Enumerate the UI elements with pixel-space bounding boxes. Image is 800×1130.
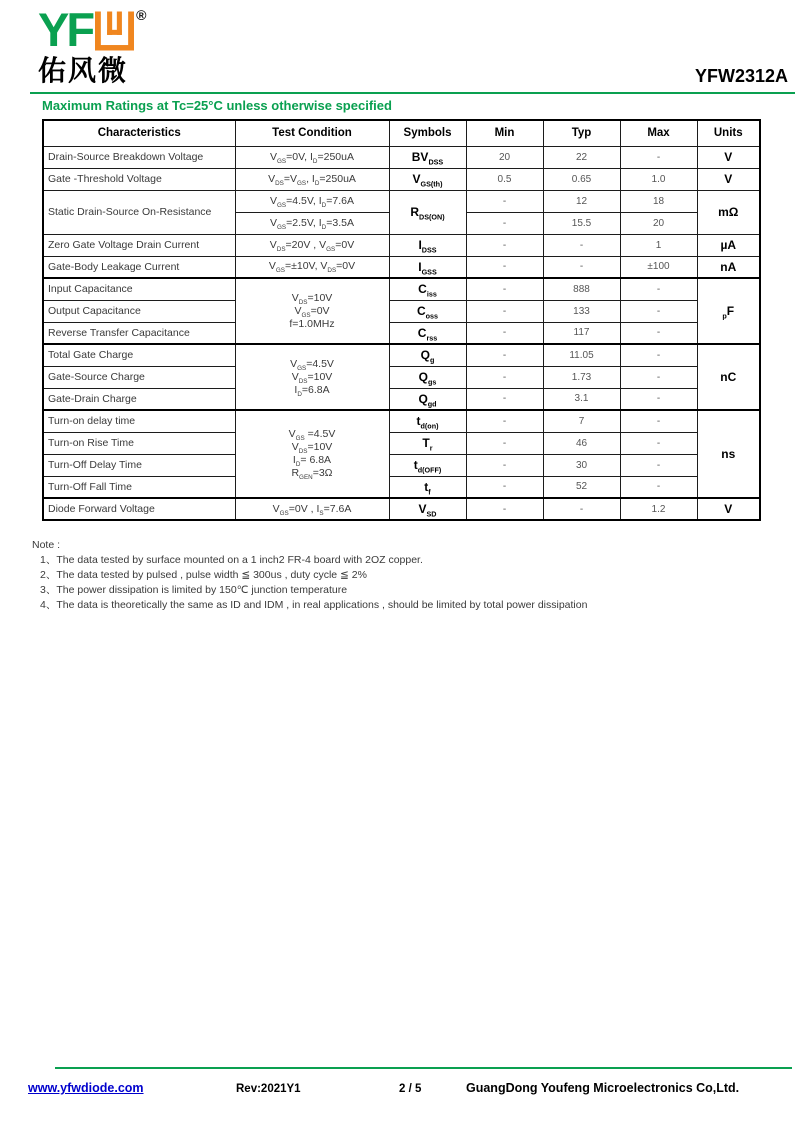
- revision-label: Rev:2021Y1: [236, 1083, 301, 1095]
- cell-condition: $V_{GS}=0V$, $I_D=250uA$: [235, 146, 389, 168]
- cell-typ: 11.05: [543, 344, 620, 366]
- cell-typ: 12: [543, 190, 620, 212]
- cell-characteristic: Output Capacitance: [43, 300, 235, 322]
- table-row: [43, 234, 760, 256]
- table-row: [43, 256, 760, 278]
- cell-condition: $V_{GS}=\pm 10V$, $V_{DS}=0V$: [235, 256, 389, 278]
- col-header-characteristics: Characteristics: [43, 120, 235, 146]
- footer-divider: [55, 1067, 792, 1069]
- cell-max: -: [620, 432, 697, 454]
- cell-symbol: $t_{d(OFF)}$: [389, 454, 466, 476]
- cell-condition: $V_{DS}=20V$ , $V_{GS}=0V$: [235, 234, 389, 256]
- cell-typ: -: [543, 498, 620, 520]
- cell-units: ns: [697, 410, 760, 498]
- cell-min: -: [466, 300, 543, 322]
- cell-characteristic: Gate-Drain Charge: [43, 388, 235, 410]
- cell-symbol: $C_{rss}$: [389, 322, 466, 344]
- table-row: [43, 454, 760, 476]
- cell-symbol: $Q_{gd}$: [389, 388, 466, 410]
- cell-min: -: [466, 498, 543, 520]
- table-row: [43, 432, 760, 454]
- table-row: [43, 190, 760, 212]
- cell-characteristic: Static Drain-Source On-Resistance: [43, 190, 235, 234]
- cell-characteristic: Diode Forward Voltage: [43, 498, 235, 520]
- cell-typ: 52: [543, 476, 620, 498]
- cell-condition: $V_{GS}=0V$ , $I_S=7.6A$: [235, 498, 389, 520]
- cell-units: V: [697, 168, 760, 190]
- cell-units: µA: [697, 234, 760, 256]
- cell-condition: $V_{DS}=10V$ $V_{GS}=0V$ f=1.0MHz: [235, 278, 389, 344]
- cell-symbol: $Q_g$: [389, 344, 466, 366]
- cell-characteristic: Drain-Source Breakdown Voltage: [43, 146, 235, 168]
- cell-min: 20: [466, 146, 543, 168]
- cell-units: mΩ: [697, 190, 760, 234]
- cell-max: -: [620, 410, 697, 432]
- cell-condition: $V_{GS}=4.5V$ $V_{DS}=10V$ $I_D=6.8A$: [235, 344, 389, 410]
- website-link[interactable]: www.yfwdiode.com: [28, 1081, 144, 1095]
- cell-max: 1: [620, 234, 697, 256]
- brand-logo: [38, 3, 147, 87]
- company-name: GuangDong Youfeng Microelectronics Co,Ltd.: [466, 1081, 740, 1095]
- logo-w-bracket-icon: [95, 11, 134, 51]
- header-divider: [30, 92, 795, 94]
- cell-typ: 3.1: [543, 388, 620, 410]
- cell-symbol: $BV_{DSS}$: [389, 146, 466, 168]
- cell-typ: 0.65: [543, 168, 620, 190]
- cell-symbol: $I_{GSS}$: [389, 256, 466, 278]
- cell-max: -: [620, 146, 697, 168]
- col-header-min: Min: [466, 120, 543, 146]
- notes-section: [32, 538, 772, 613]
- table-row: [43, 146, 760, 168]
- col-header-units: Units: [697, 120, 760, 146]
- cell-max: -: [620, 278, 697, 300]
- table-row: [43, 388, 760, 410]
- cell-typ: 30: [543, 454, 620, 476]
- table-row: [43, 322, 760, 344]
- cell-min: -: [466, 432, 543, 454]
- table-header-row: [43, 120, 760, 146]
- cell-typ: 117: [543, 322, 620, 344]
- cell-min: -: [466, 454, 543, 476]
- table-row: [43, 476, 760, 498]
- cell-min: -: [466, 322, 543, 344]
- max-ratings-table: [42, 119, 761, 521]
- cell-symbol: $C_{oss}$: [389, 300, 466, 322]
- cell-symbol: $R_{DS(ON)}$: [389, 190, 466, 234]
- cell-max: -: [620, 476, 697, 498]
- cell-max: ±100: [620, 256, 697, 278]
- cell-max: -: [620, 322, 697, 344]
- table-row: [43, 498, 760, 520]
- logo-chinese-text: 佑风微: [38, 55, 129, 86]
- table-row: [43, 410, 760, 432]
- cell-min: -: [466, 234, 543, 256]
- note-item: 2、The data tested by pulsed , pulse width ≦ 300us , duty cycle ≦ 2%: [40, 569, 367, 581]
- cell-max: 18: [620, 190, 697, 212]
- cell-characteristic: Total Gate Charge: [43, 344, 235, 366]
- cell-units: nC: [697, 344, 760, 410]
- logo-yf-text: YF: [38, 3, 93, 56]
- cell-characteristic: Input Capacitance: [43, 278, 235, 300]
- cell-typ: 888: [543, 278, 620, 300]
- cell-characteristic: Turn-on Rise Time: [43, 432, 235, 454]
- cell-units: V: [697, 498, 760, 520]
- table-row: [43, 300, 760, 322]
- cell-symbol: $V_{GS(th)}$: [389, 168, 466, 190]
- cell-min: -: [466, 278, 543, 300]
- cell-condition: $V_{GS}=4.5V$, $I_D=7.6A$: [235, 190, 389, 212]
- notes-title: Note :: [32, 539, 61, 551]
- note-item: 3、The power dissipation is limited by 150℃ junction temperature: [40, 584, 348, 596]
- cell-max: -: [620, 366, 697, 388]
- cell-condition: $V_{GS} =4.5V$ $V_{DS}=10V$ $I_D= 6.8A$ $R_{GEN}=3\Omega$: [235, 410, 389, 498]
- cell-symbol: $t_f$: [389, 476, 466, 498]
- col-header-max: Max: [620, 120, 697, 146]
- cell-typ: 7: [543, 410, 620, 432]
- cell-typ: 1.73: [543, 366, 620, 388]
- cell-max: -: [620, 300, 697, 322]
- cell-characteristic: Turn-Off Delay Time: [43, 454, 235, 476]
- cell-typ: 133: [543, 300, 620, 322]
- cell-typ: -: [543, 234, 620, 256]
- cell-symbol: $I_{DSS}$: [389, 234, 466, 256]
- cell-max: -: [620, 388, 697, 410]
- cell-max: -: [620, 344, 697, 366]
- cell-min: 0.5: [466, 168, 543, 190]
- section-title: Maximum Ratings at Tc=25°C unless otherwise specified: [42, 98, 392, 113]
- cell-max: 20: [620, 212, 697, 234]
- cell-min: -: [466, 366, 543, 388]
- cell-units: nA: [697, 256, 760, 278]
- cell-min: -: [466, 410, 543, 432]
- cell-condition: $V_{GS}=2.5V$, $I_D=3.5A$: [235, 212, 389, 234]
- cell-characteristic: Gate-Body Leakage Current: [43, 256, 235, 278]
- cell-typ: 22: [543, 146, 620, 168]
- col-header-test-condition: Test Condition: [235, 120, 389, 146]
- cell-min: -: [466, 388, 543, 410]
- cell-typ: 46: [543, 432, 620, 454]
- cell-characteristic: Gate-Source Charge: [43, 366, 235, 388]
- cell-condition: $V_{DS}=V_{GS}$, $I_D=250uA$: [235, 168, 389, 190]
- cell-characteristic: Turn-Off Fall Time: [43, 476, 235, 498]
- part-number: YFW2312A: [694, 66, 788, 86]
- cell-min: -: [466, 256, 543, 278]
- cell-characteristic: Reverse Transfer Capacitance: [43, 322, 235, 344]
- note-item: 4、The data is theoretically the same as ID and IDM , in real applications , should be limited by total power dissipation: [40, 599, 588, 611]
- col-header-symbols: Symbols: [389, 120, 466, 146]
- cell-max: 1.2: [620, 498, 697, 520]
- cell-symbol: $t_{d(on)}$: [389, 410, 466, 432]
- registered-trademark-icon: ®: [136, 7, 147, 23]
- cell-min: -: [466, 344, 543, 366]
- cell-characteristic: Gate -Threshold Voltage: [43, 168, 235, 190]
- cell-typ: 15.5: [543, 212, 620, 234]
- cell-max: -: [620, 454, 697, 476]
- cell-characteristic: Turn-on delay time: [43, 410, 235, 432]
- cell-characteristic: Zero Gate Voltage Drain Current: [43, 234, 235, 256]
- cell-units: V: [697, 146, 760, 168]
- cell-symbol: $T_r$: [389, 432, 466, 454]
- cell-symbol: $Q_{gs}$: [389, 366, 466, 388]
- table-row: [43, 168, 760, 190]
- table-row: [43, 366, 760, 388]
- cell-max: 1.0: [620, 168, 697, 190]
- cell-symbol: $C_{iss}$: [389, 278, 466, 300]
- cell-min: -: [466, 476, 543, 498]
- cell-symbol: $V_{SD}$: [389, 498, 466, 520]
- cell-min: -: [466, 212, 543, 234]
- cell-min: -: [466, 190, 543, 212]
- page-number: 2 / 5: [399, 1083, 422, 1095]
- note-item: 1、The data tested by surface mounted on a 1 inch2 FR-4 board with 2OZ copper.: [40, 554, 423, 566]
- col-header-typ: Typ: [543, 120, 620, 146]
- table-row: [43, 344, 760, 366]
- cell-typ: -: [543, 256, 620, 278]
- cell-units: $_p$F: [697, 278, 760, 344]
- table-row: [43, 278, 760, 300]
